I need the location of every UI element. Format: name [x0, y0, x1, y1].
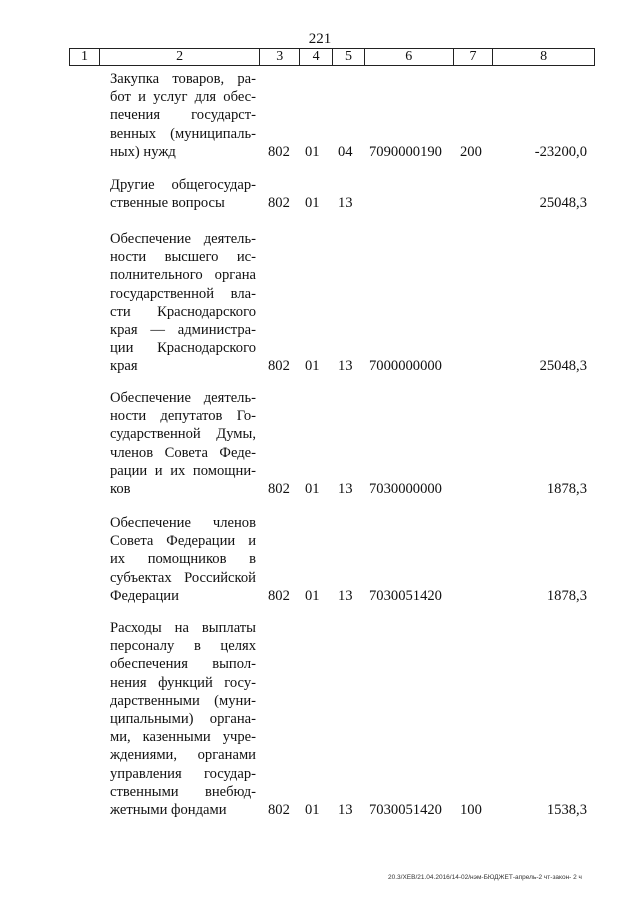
- row-description: [110, 389, 256, 498]
- cell-col-4: 01: [305, 358, 320, 375]
- description-line: ципальными) органа-: [110, 711, 256, 728]
- document-footer-code: 20.3/ХЕВ/21.04.2016/14-02/нэм-БЮДЖЕТ-апрель-2 чт-закон- 2 ч: [388, 874, 582, 881]
- header-col-5: 5: [333, 49, 365, 65]
- cell-col-5: 13: [338, 358, 353, 375]
- description-line: ми, казенными учре-: [110, 729, 256, 746]
- description-line: полнительного органа: [110, 267, 256, 284]
- cell-col-6: 7030000000: [369, 481, 442, 497]
- cell-col-8-amount: 1878,3: [546, 587, 587, 604]
- description-line: ности высшего ис-: [110, 249, 256, 266]
- header-col-2: 2: [100, 49, 260, 65]
- header-col-3: 3: [260, 49, 300, 65]
- cell-col-8-amount: 1538,3: [546, 802, 587, 818]
- description-line: края — администра-: [110, 322, 256, 339]
- description-line: Закупка товаров, ра-: [110, 71, 256, 87]
- row-description: [110, 514, 256, 605]
- cell-col-3: 802: [268, 358, 290, 375]
- cell-col-5: 13: [338, 481, 353, 497]
- header-col-4: 4: [300, 49, 333, 65]
- description-line: управления государ-: [110, 765, 256, 782]
- description-line: обеспечения выпол-: [110, 656, 256, 673]
- description-line: края: [110, 358, 138, 375]
- cell-col-7: 200: [460, 143, 482, 160]
- description-line: рации и их помощни-: [110, 462, 256, 479]
- cell-col-3: 802: [268, 143, 290, 160]
- header-col-8: 8: [540, 49, 548, 64]
- description-line: печения государст-: [110, 107, 256, 124]
- cell-col-4: 01: [305, 802, 320, 818]
- header-col-6: 6: [365, 49, 454, 65]
- cell-col-6: 7030051420: [369, 587, 442, 604]
- cell-col-8-amount: 1878,3: [546, 481, 587, 497]
- description-line: Обеспечение деятель-: [110, 390, 256, 406]
- description-line: ждениями, органами: [110, 747, 256, 764]
- description-line: Обеспечение деятель-: [110, 231, 256, 247]
- cell-col-6: 7030051420: [369, 802, 442, 818]
- cell-col-3: 802: [268, 481, 290, 497]
- cell-col-8-amount: -23200,0: [534, 143, 587, 160]
- description-line: ственные вопросы: [110, 195, 225, 212]
- page-number: 221: [308, 31, 332, 47]
- row-description: [110, 230, 256, 376]
- cell-col-8-amount: 25048,3: [539, 195, 587, 212]
- cell-col-4: 01: [305, 481, 320, 497]
- cell-col-8-amount: 25048,3: [539, 358, 587, 375]
- header-col-1: 1: [70, 49, 100, 65]
- description-line: субъектах Российской: [110, 569, 256, 586]
- description-line: Федерации: [110, 587, 179, 604]
- cell-col-3: 802: [268, 195, 290, 212]
- description-line: сти Краснодарского: [110, 303, 256, 320]
- cell-col-3: 802: [268, 587, 290, 604]
- cell-col-7: 100: [460, 802, 482, 818]
- description-line: Обеспечение членов: [110, 515, 256, 531]
- cell-col-5: 04: [338, 143, 353, 160]
- cell-col-5: 13: [338, 195, 353, 212]
- description-line: венных (муниципаль-: [110, 125, 256, 142]
- description-line: Другие общегосудар-: [110, 177, 256, 193]
- cell-col-5: 13: [338, 587, 353, 604]
- description-line: ных) нужд: [110, 143, 176, 160]
- description-line: жетными фондами: [110, 802, 227, 819]
- description-line: ков: [110, 481, 131, 498]
- cell-col-4: 01: [305, 587, 320, 604]
- description-line: их помощников в: [110, 551, 256, 568]
- cell-col-4: 01: [305, 143, 320, 160]
- row-description: [110, 619, 256, 819]
- description-line: дарственными (муни-: [110, 692, 256, 709]
- description-line: ственными внебюд-: [110, 783, 256, 800]
- description-line: ности депутатов Го-: [110, 408, 256, 425]
- description-line: сударственной Думы,: [110, 426, 256, 443]
- description-line: ции Краснодарского: [110, 340, 256, 357]
- cell-col-6: 7090000190: [369, 143, 442, 160]
- description-line: персоналу в целях: [110, 638, 256, 655]
- cell-col-5: 13: [338, 802, 353, 818]
- description-line: нения функций госу-: [110, 674, 256, 691]
- description-line: Совета Федерации и: [110, 533, 256, 550]
- row-description: [110, 70, 256, 161]
- description-line: государственной вла-: [110, 285, 256, 302]
- description-line: бот и услуг для обес-: [110, 89, 256, 106]
- table-header-row: [69, 48, 595, 66]
- row-description: [110, 176, 256, 212]
- description-line: Расходы на выплаты: [110, 620, 256, 636]
- cell-col-6: 7000000000: [369, 358, 442, 375]
- cell-col-3: 802: [268, 802, 290, 818]
- header-col-7: 7: [454, 49, 494, 65]
- description-line: членов Совета Феде-: [110, 444, 256, 461]
- cell-col-4: 01: [305, 195, 320, 212]
